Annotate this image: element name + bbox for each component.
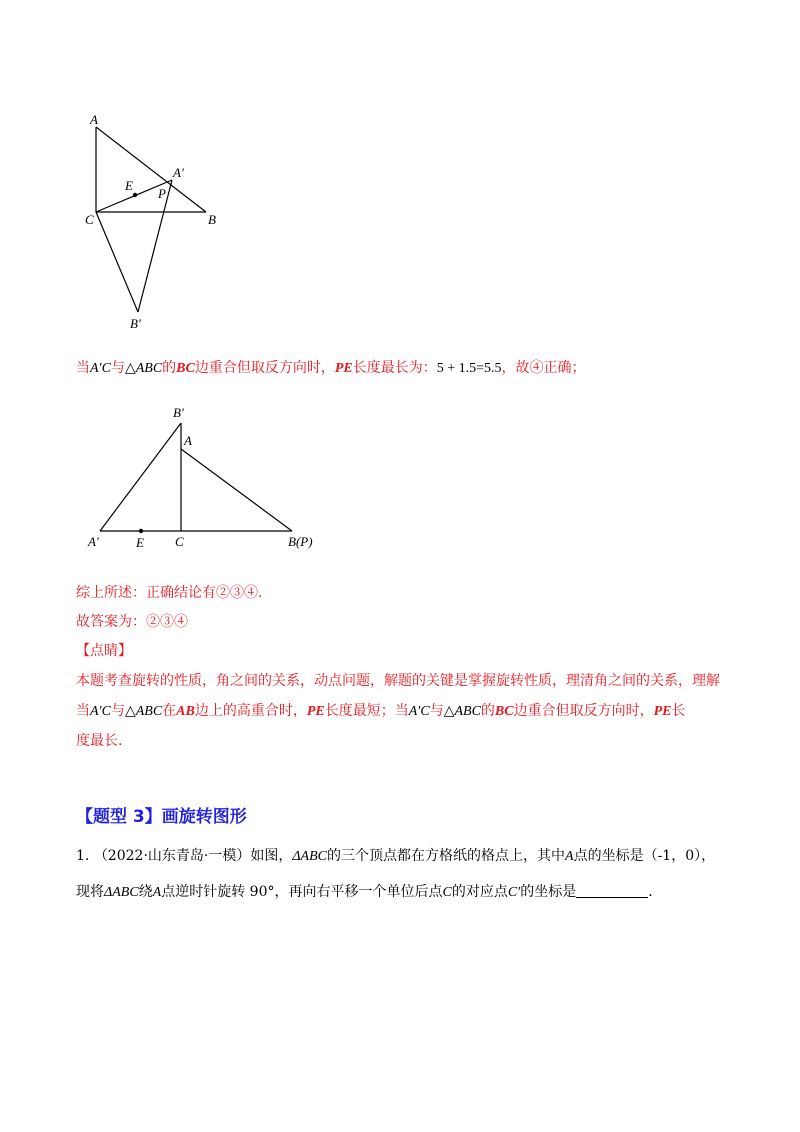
question-line-1: 1. （2022·山东青岛·一模）如图，ΔABC的三个顶点都在方格纸的格点上，其中A点的坐标是（-1，0）， (76, 848, 716, 864)
seg-A-prime-B-prime (138, 180, 172, 312)
figure-1-svg (80, 110, 230, 340)
label-B-prime: B′ (173, 405, 184, 420)
comment-paragraph-line-2: 当A′C与△ABC在AB边上的高重合时，PE长度最短；当A′C与△ABC的BC边重合但取反方向时，PE长 (76, 703, 686, 719)
label-C: C (85, 212, 94, 227)
section-heading: 【题型 3】画旋转图形 (76, 807, 247, 827)
label-A-prime: A′ (88, 534, 99, 549)
label-B: B (208, 212, 216, 227)
answer-line: 故答案为：②③④ (76, 614, 188, 630)
comment-paragraph-line-3: 度最长. (76, 733, 123, 749)
label-B-prime: B′ (130, 316, 141, 331)
label-C: C (175, 534, 184, 549)
summary-conclusion: 综上所述：正确结论有②③④. (76, 585, 263, 601)
label-A: A (184, 433, 192, 448)
figure-2-svg (80, 400, 330, 560)
seg-A-prime-B-prime (100, 423, 181, 531)
comment-tag: 【点睛】 (76, 643, 132, 659)
label-B-P: B(P) (288, 534, 313, 549)
label-E: E (136, 535, 144, 550)
figure-rotation-1 (80, 110, 230, 340)
point-E (139, 529, 143, 533)
seg-CB-prime (96, 212, 138, 312)
question-line-2: 现将ΔABC绕A点逆时针旋转 90°，再向右平移一个单位后点C的对应点C′的坐标是 . (76, 884, 653, 900)
figure-rotation-2 (80, 400, 330, 560)
seg-AB (181, 449, 292, 531)
comment-paragraph-line-1: 本题考查旋转的性质，角之间的关系，动点问题，解题的关键是掌握旋转性质，理清角之间的关系，理解 (76, 673, 720, 689)
answer-blank[interactable] (576, 883, 648, 898)
label-E: E (125, 178, 133, 193)
label-A: A (90, 112, 98, 127)
label-P: P (158, 186, 166, 201)
max-length-statement: 当A′C与△ABC的BC边重合但取反方向时，PE长度最长为：5 + 1.5=5.5，故④正确； (76, 360, 586, 376)
point-E (133, 193, 137, 197)
label-A-prime: A′ (173, 165, 184, 180)
seg-AB (96, 127, 206, 212)
